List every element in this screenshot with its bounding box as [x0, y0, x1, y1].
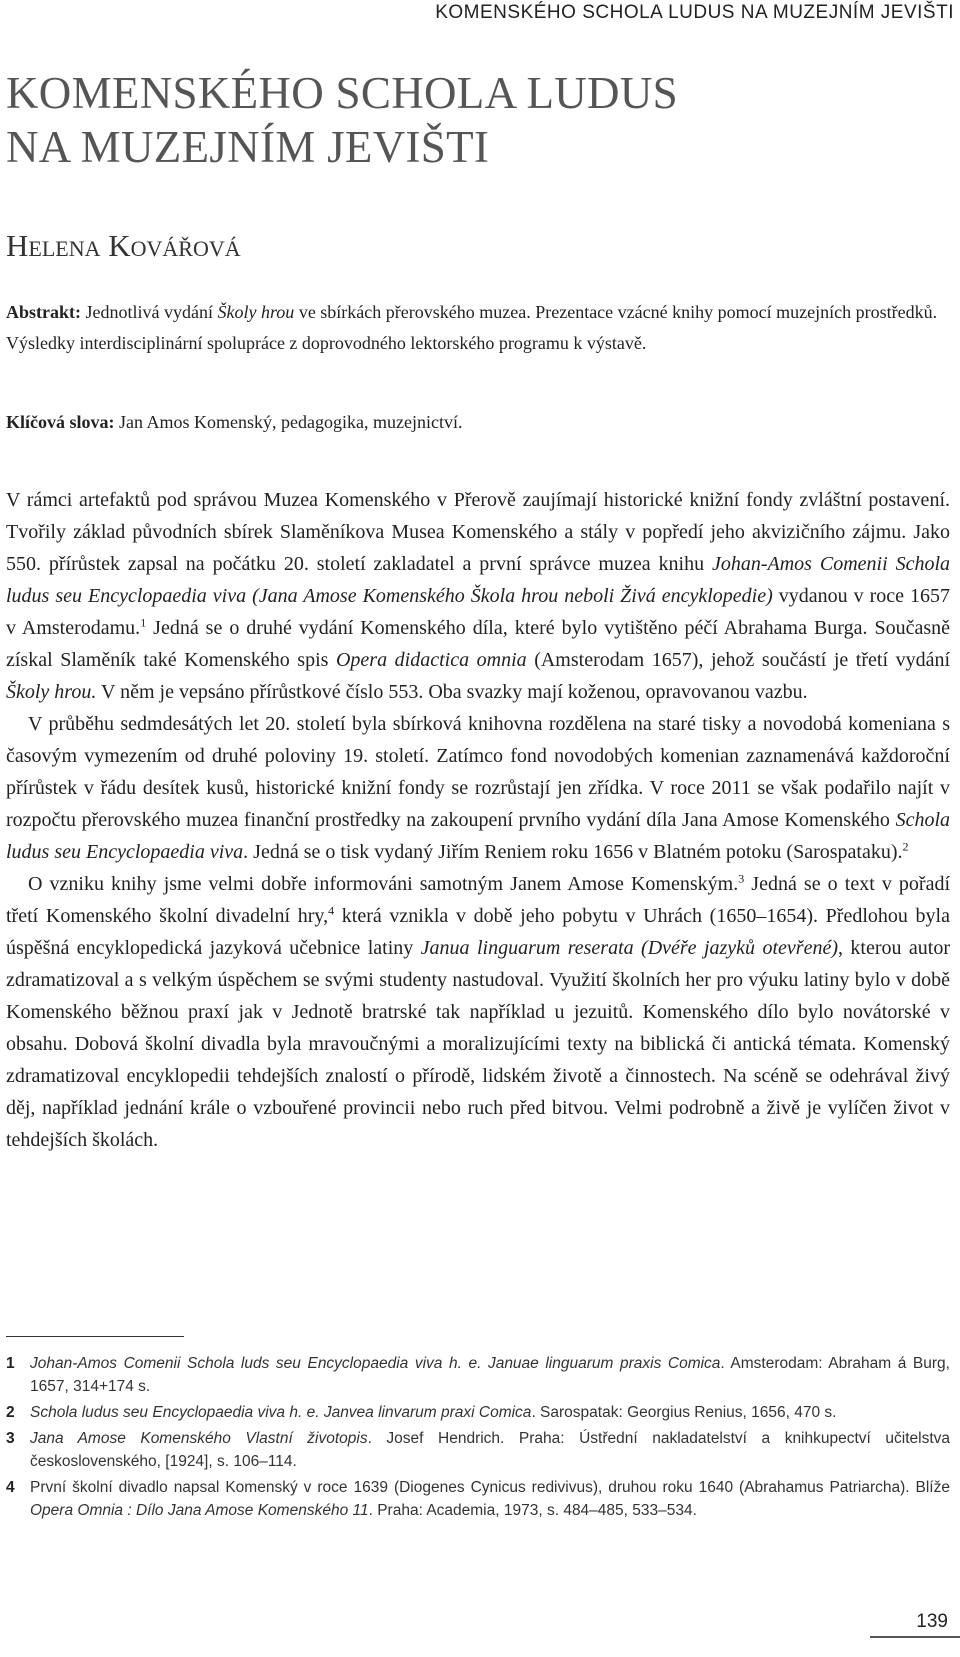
footnote-separator: [6, 1336, 184, 1337]
text-run: . Sarospatak: Georgius Renius, 1656, 470 s.: [531, 1404, 837, 1421]
body-text: [6, 484, 950, 1156]
italic-run: Jana Amose Komenského Vlastní životopis: [30, 1430, 368, 1447]
keywords: [6, 412, 462, 433]
title-line-2: NA MUZEJNÍM JEVIŠTI: [6, 122, 490, 172]
footnote-1: [6, 1352, 950, 1398]
italic-run: Schola ludus seu Encyclopaedia viva h. e. Janvea linvarum praxi Comica: [30, 1404, 532, 1421]
text-run: . Josef Hendrich. Praha: Ústřední nakladatelství a knihkupectví učitelstva československého, [1924], s. 106–114.: [30, 1430, 950, 1470]
footnote-number: 1: [6, 1355, 15, 1372]
abstract-italic: Školy hrou: [217, 302, 295, 322]
running-head: KOMENSKÉHO SCHOLA LUDUS NA MUZEJNÍM JEVIŠTI: [435, 2, 954, 23]
footnote-ref-4[interactable]: 4: [328, 903, 335, 918]
page-number-rule: [870, 1636, 960, 1638]
text-run: která vznikla v době jeho pobytu v Uhrách (1650–1654). Předlohou byla úspěšná encyklopedická jazyková učebnice latiny: [6, 905, 950, 959]
italic-run: Johan-Amos Comenii Schola ludus seu Encyclopaedia viva (Jana Amose Komenského Škola hrou neboli Živá encyklopedie): [6, 553, 950, 607]
paragraph-1: [6, 484, 950, 708]
title-line-1: KOMENSKÉHO SCHOLA LUDUS: [6, 68, 678, 118]
footnote-3: [6, 1427, 950, 1473]
keywords-label: Klíčová slova:: [6, 412, 115, 432]
italic-run: Schola ludus seu Encyclopaedia viva: [6, 809, 950, 863]
text-run: O vzniku knihy jsme velmi dobře informováni samotným Janem Amose Komenským.: [28, 873, 739, 895]
text-run: První školní divadlo napsal Komenský v roce 1639 (Diogenes Cynicus redivivus), druhou roku 1640 (Abrahamus Patriarcha). Blíže: [30, 1479, 950, 1496]
author-name: Helena Kovářová: [6, 228, 241, 263]
abstract-text: ve sbírkách přerovského muzea. Prezentace vzácné knihy pomocí muzejních prostředků. Výsledky interdisciplinární spolupráce z doprovodného lektorského programu k výstavě.: [6, 302, 938, 353]
article-title: [6, 66, 678, 174]
text-run: V rámci artefaktů pod správou Muzea Komenského v Přerově zaujímají historické knižní fondy zvláštní postavení. Tvořily základ původních sbírek Slaměníkova Musea Komenského a stály v popředí jeho akvizičního zájmu. Jako 550. přírůstek zapsal na počátku 20. století zakladatel a první správce muzea knihu: [6, 489, 950, 575]
footnote-ref-2[interactable]: 2: [902, 839, 909, 854]
text-run: (Amsterodam 1657), jehož součástí je třetí vydání: [526, 649, 951, 671]
text-run: , kterou autor zdramatizoval a s velkým úspěchem se svými studenty nastudoval. Využití školních her pro výuku latiny bylo v době Komenského běžnou praxí jak v Jednotě bratrské tak například u jezuitů. Komenského dílo bylo novátorské v obsahu. Dobová školní divadla byla mravoučnými a moralizujícími texty na biblická či antická témata. Komenský zdramatizoval encyklopedii tehdejších znalostí o přírodě, lidském životě a činnostech. Na scéně se odehrával živý děj, například jednání krále o vzbouřené provincii nebo ruch před bitvou. Velmi podrobně a živě je vylíčen život v tehdejších školách.: [6, 937, 950, 1151]
footnote-ref-1[interactable]: 1: [140, 615, 147, 630]
abstract-text: Jednotlivá vydání: [81, 302, 218, 322]
footnote-text: [30, 1352, 950, 1398]
footnote-text: [30, 1476, 950, 1522]
page-number: 139: [916, 1611, 948, 1632]
footnote-ref-3[interactable]: 3: [738, 871, 745, 886]
italic-run: Opera Omnia : Dílo Jana Amose Komenského 11: [30, 1502, 369, 1519]
text-run: V něm je vepsáno přírůstkové číslo 553. Oba svazky mají koženou, opravovanou vazbu.: [96, 681, 808, 703]
footnote-text: [30, 1401, 950, 1424]
footnote-4: [6, 1476, 950, 1522]
abstract: [6, 297, 950, 359]
footnote-number: 3: [6, 1430, 15, 1447]
text-run: . Amsterodam: Abraham á Burg, 1657, 314+174 s.: [30, 1355, 950, 1395]
text-run: V průběhu sedmdesátých let 20. století byla sbírková knihovna rozdělena na staré tisky a novodobá komeniana s časovým vymezením od druhé poloviny 19. století. Zatímco fond novodobých komenian zaznamenává každoroční přírůstek v řádu desítek kusů, historické knižní fondy se rozrůstají jen zřídka. V roce 2011 se však podařilo najít v rozpočtu přerovského muzea finanční prostředky na zakoupení prvního vydání díla Jana Amose Komenského: [6, 713, 950, 831]
footnote-text: [30, 1427, 950, 1473]
italic-run: Johan-Amos Comenii Schola luds seu Encyclopaedia viva h. e. Januae linguarum praxis Comica: [30, 1355, 721, 1372]
italic-run: Janua linguarum reserata (Dvéře jazyků otevřené): [420, 937, 838, 959]
text-run: Jedná se o druhé vydání Komenského díla, které bylo vytištěno péčí Abrahama Burga. Současně získal Slaměník také Komenského spis: [6, 617, 950, 671]
paragraph-3: [6, 868, 950, 1156]
text-run: . Jedná se o tisk vydaný Jiřím Reniem roku 1656 v Blatném potoku (Sarospataku).: [243, 841, 903, 863]
footnote-2: [6, 1401, 950, 1424]
text-run: Jedná se o text v pořadí třetí Komenského školní divadelní hry,: [6, 873, 951, 927]
footnote-number: 4: [6, 1479, 15, 1496]
paragraph-2: [6, 708, 950, 868]
text-run: . Praha: Academia, 1973, s. 484–485, 533–534.: [368, 1502, 697, 1519]
footnotes: [6, 1352, 950, 1525]
text-run: vydanou v roce 1657 v Amsterodamu.: [6, 585, 950, 639]
italic-run: Opera didactica omnia: [335, 649, 527, 671]
italic-run: Školy hrou.: [6, 681, 97, 703]
keywords-text: Jan Amos Komenský, pedagogika, muzejnictví.: [114, 412, 463, 432]
footnote-number: 2: [6, 1404, 15, 1421]
abstract-label: Abstrakt:: [6, 302, 81, 322]
